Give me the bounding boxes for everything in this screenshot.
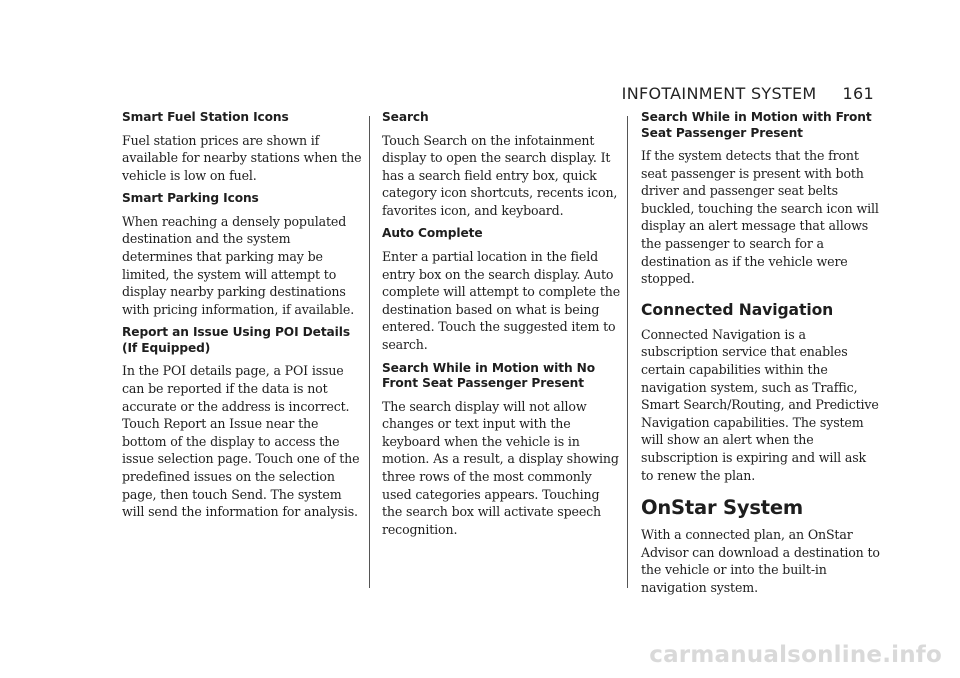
paragraph-auto-complete: Enter a partial location in the field entry box on the search display. Auto complete will attempt to complete the destination based on what is being entered. Touch the suggested item to search. [382, 248, 621, 352]
column-right [641, 110, 881, 603]
paragraph-report-issue: In the POI details page, a POI issue can be reported if the data is not accurate or the address is incorrect. Touch Report an Issue near the bottom of the display to access the issue selection page. Touch one of the predefined issues on the selection page, then touch Send. The system will send the information for analysis. [122, 363, 360, 520]
column-middle [382, 110, 622, 545]
heading-auto-complete: Auto Complete [382, 226, 483, 241]
heading-search: Search [382, 110, 429, 124]
heading-report-issue: Report an Issue Using POI Details (If Equipped) [122, 325, 350, 355]
column-divider [627, 116, 628, 588]
heading-connected-navigation: Connected Navigation [641, 300, 834, 319]
paragraph-onstar-system: With a connected plan, an OnStar Advisor can download a destination to the vehicle or into the built-in navigation system. [641, 527, 880, 595]
section-title: INFOTAINMENT SYSTEM [621, 84, 817, 103]
paragraph-search-no-passenger: The search display will not allow changes or text input with the keyboard when the vehicle is in motion. As a result, a display showing three rows of the most commonly used categories appears. Touching the search box will activate speech recognition. [382, 398, 619, 537]
page-number: 161 [842, 84, 874, 103]
column-divider [369, 116, 370, 588]
column-left [122, 110, 362, 528]
paragraph-search-with-passenger: If the system detects that the front seat passenger is present with both driver and passenger seat belts buckled, touching the search icon will display an alert message that allows the passenger to search for a destination as if the vehicle were stopped. [641, 148, 879, 287]
heading-onstar-system: OnStar System [641, 496, 804, 520]
heading-smart-fuel-station-icons: Smart Fuel Station Icons [122, 110, 289, 124]
paragraph-smart-fuel: Fuel station prices are shown if available for nearby stations when the vehicle is low on fuel. [122, 132, 362, 183]
heading-search-no-passenger: Search While in Motion with No Front Seat Passenger Present [382, 360, 596, 391]
running-header [622, 84, 874, 103]
paragraph-connected-navigation: Connected Navigation is a subscription service that enables certain capabilities within the navigation system, such as Traffic, Smart Search/Routing, and Predictive Navigation capabilities. The system will show an alert when the subscription is expiring and will ask to renew the plan. [641, 326, 879, 483]
paragraph-smart-parking: When reaching a densely populated destination and the system determines that parking may be limited, the system will attempt to display nearby parking destinations with pricing information, if available. [122, 213, 355, 317]
heading-smart-parking-icons: Smart Parking Icons [122, 191, 259, 206]
heading-search-with-passenger: Search While in Motion with Front Seat Passenger Present [641, 110, 872, 140]
watermark: carmanualsonline.info [649, 642, 942, 668]
paragraph-search: Touch Search on the infotainment display to open the search display. It has a search field entry box, quick category icon shortcuts, recents icon, favorites icon, and keyboard. [382, 132, 618, 218]
